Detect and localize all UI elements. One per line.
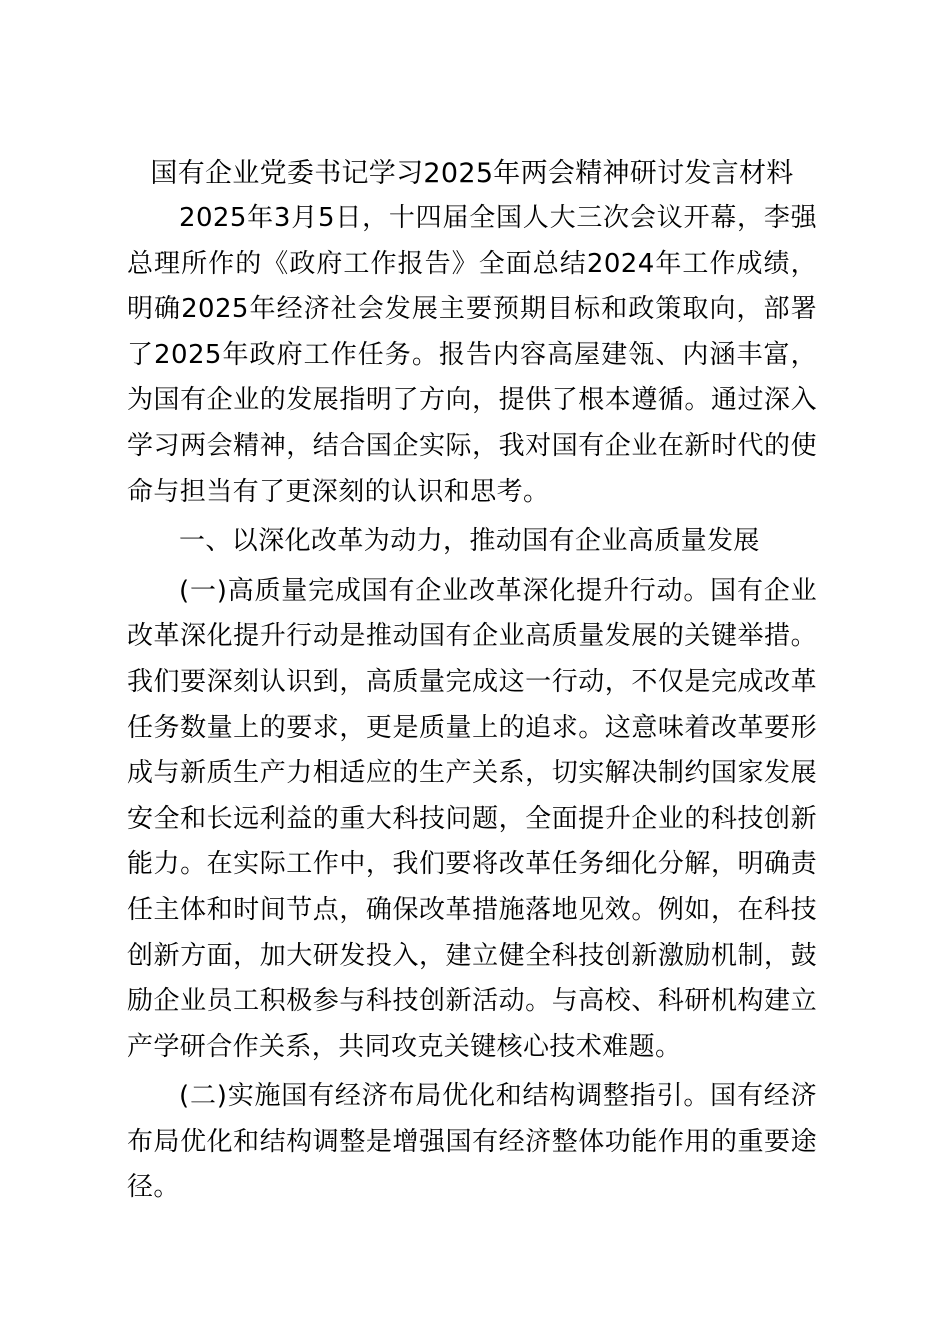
paragraph-2: (二)实施国有经济布局优化和结构调整指引。国有经济布局优化和结构调整是增强国有经济整体功能作用的重要途径。	[127, 1081, 817, 1203]
document-body	[127, 152, 817, 1211]
paragraph-1: (一)高质量完成国有企业改革深化提升行动。国有企业改革深化提升行动是推动国有企业高质量发展的关键举措。我们要深刻认识到，高质量完成这一行动，不仅是完成改革任务数量上的要求，更是质量上的追求。这意味着改革要形成与新质生产力相适应的生产关系，切实解决制约国家发展安全和长远利益的重大科技问题，全面提升企业的科技创新能力。在实际工作中，我们要将改革任务细化分解，明确责任主体和时间节点，确保改革措施落地见效。例如，在科技创新方面，加大研发投入，建立健全科技创新激励机制，鼓励企业员工积极参与科技创新活动。与高校、科研机构建立产学研合作关系，共同攻克关键核心技术难题。	[127, 575, 817, 1062]
intro-paragraph: 2025年3月5日，十四届全国人大三次会议开幕，李强总理所作的《政府工作报告》全面总结2024年工作成绩，明确2025年经济社会发展主要预期目标和政策取向，部署了2025年政府工作任务。报告内容高屋建瓴、内涵丰富，为国有企业的发展指明了方向，提供了根本遵循。通过深入学习两会精神，结合国企实际，我对国有企业在新时代的使命与担当有了更深刻的认识和思考。	[127, 203, 817, 507]
document-title: 国有企业党委书记学习2025年两会精神研讨发言材料	[150, 158, 794, 189]
section-heading-1: 一、以深化改革为动力，推动国有企业高质量发展	[179, 526, 760, 557]
